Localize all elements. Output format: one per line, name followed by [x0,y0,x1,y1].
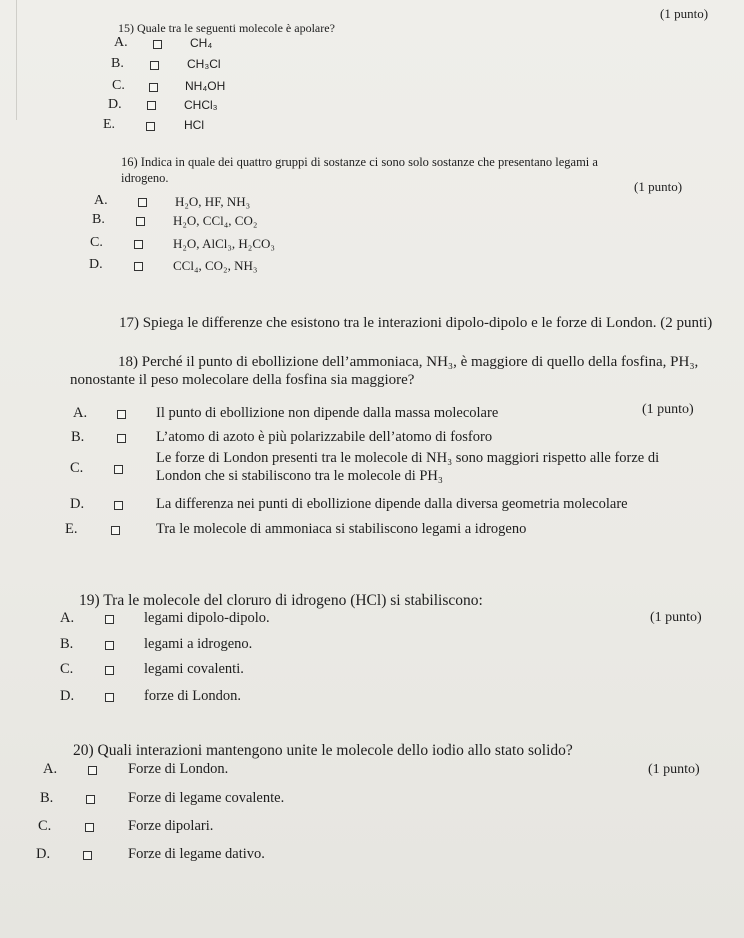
q16-option-letter: A. [94,193,108,208]
q15-option-text: CH₄ [190,36,213,50]
page-fold-edge [0,0,17,120]
q20-option-letter: D. [36,846,51,862]
q20-option-text: Forze di legame dativo. [128,846,265,862]
q16-option-a-checkbox[interactable] [138,198,147,207]
q15-option-letter: B. [111,56,124,71]
q16-option-text: CCl₄, CO₂, NH₃ [173,258,258,273]
q15-option-c-checkbox[interactable] [149,83,158,92]
q18-option-e-checkbox[interactable] [111,526,120,535]
question-16-line2: idrogeno. [121,171,169,185]
q16-option-letter: C. [90,235,103,250]
q20-option-text: Forze di legame covalente. [128,790,285,806]
q18-option-b-checkbox[interactable] [117,434,126,443]
q18-option-text: Le forze di London presenti tra le molecole di NH₃ sono maggiori rispetto alle forze di [156,450,660,466]
q19-option-text: legami a idrogeno. [144,636,253,652]
points-label: (1 punto) [660,6,709,21]
q16-option-d-checkbox[interactable] [134,262,143,271]
question-18-line2: nonostante il peso molecolare della fosfina sia maggiore? [70,372,415,388]
q15-option-text: CH₃Cl [187,57,221,71]
q20-option-letter: A. [43,761,58,777]
q15-option-letter: A. [114,35,128,50]
q19-option-text: forze di London. [144,688,242,704]
q16-option-text: H₂O, AlCl₃, H₂CO₃ [173,236,275,251]
q20-option-a-checkbox[interactable] [88,766,97,775]
q18-option-letter: B. [71,429,85,445]
q19-option-c-checkbox[interactable] [105,666,114,675]
q19-option-letter: D. [60,688,75,704]
q19-option-letter: A. [60,610,75,626]
q15-option-letter: E. [103,117,116,132]
q18-option-text-line2: London che si stabiliscono tra le molecole di PH₃ [156,468,443,484]
q16-option-text: H₂O, CCl₄, CO₂ [173,213,258,228]
q15-option-a-checkbox[interactable] [153,40,162,49]
q18-option-letter: E. [65,521,78,537]
q18-option-text: Tra le molecole di ammoniaca si stabiliscono legami a idrogeno [156,521,527,537]
q20-points: (1 punto) [648,762,700,777]
q18-option-text: Il punto di ebollizione non dipende dalla massa molecolare [156,405,499,421]
question-18: 18) Perché il punto di ebollizione dell’ammoniaca, NH₃, è maggiore di quello della fosfina, PH₃, [118,354,699,370]
q16-option-text: H₂O, HF, NH₃ [175,194,251,209]
question-15: 15) Quale tra le seguenti molecole è apolare? [118,21,335,35]
q15-option-text: HCl [184,118,204,132]
q19-option-b-checkbox[interactable] [105,641,114,650]
question-17: 17) Spiega le differenze che esistono tra le interazioni dipolo-dipolo e le forze di London. (2 punti) [119,315,713,331]
q19-option-d-checkbox[interactable] [105,693,114,702]
q15-option-e-checkbox[interactable] [146,122,155,131]
q19-option-a-checkbox[interactable] [105,615,114,624]
q15-option-text: CHCl₃ [184,98,218,112]
q20-option-d-checkbox[interactable] [83,851,92,860]
q19-option-text: legami dipolo-dipolo. [144,610,270,626]
q16-option-c-checkbox[interactable] [134,240,143,249]
q15-option-d-checkbox[interactable] [147,101,156,110]
q20-option-b-checkbox[interactable] [86,795,95,804]
q15-option-letter: D. [108,97,122,112]
q20-option-letter: C. [38,818,52,834]
q15-option-letter: C. [112,78,125,93]
q18-option-text: La differenza nei punti di ebollizione dipende dalla diversa geometria molecolare [156,496,628,512]
q18-option-d-checkbox[interactable] [114,501,123,510]
q18-option-a-checkbox[interactable] [117,410,126,419]
q20-option-text: Forze di London. [128,761,229,777]
q16-option-b-checkbox[interactable] [136,217,145,226]
q16-option-letter: D. [89,257,103,272]
q19-option-letter: C. [60,661,74,677]
question-20: 20) Quali interazioni mantengono unite le molecole dello iodio allo stato solido? [73,742,573,759]
q18-option-letter: C. [70,460,84,476]
q19-option-letter: B. [60,636,74,652]
q18-option-letter: D. [70,496,85,512]
q15-option-b-checkbox[interactable] [150,61,159,70]
q15-option-text: NH₄OH [185,79,226,93]
question-16: 16) Indica in quale dei quattro gruppi di sostanze ci sono solo sostanze che presentano legami a [121,155,598,169]
q20-option-letter: B. [40,790,54,806]
q18-option-letter: A. [73,405,88,421]
q18-points: (1 punto) [642,402,694,417]
q16-points: (1 punto) [634,179,683,194]
question-19: 19) Tra le molecole del cloruro di idrogeno (HCl) si stabiliscono: [79,592,483,609]
q18-option-c-checkbox[interactable] [114,465,123,474]
q19-points: (1 punto) [650,610,702,625]
q18-option-text: L’atomo di azoto è più polarizzabile dell’atomo di fosforo [156,429,493,445]
q20-option-text: Forze dipolari. [128,818,214,834]
q19-option-text: legami covalenti. [144,661,244,677]
q20-option-c-checkbox[interactable] [85,823,94,832]
q16-option-letter: B. [92,212,105,227]
